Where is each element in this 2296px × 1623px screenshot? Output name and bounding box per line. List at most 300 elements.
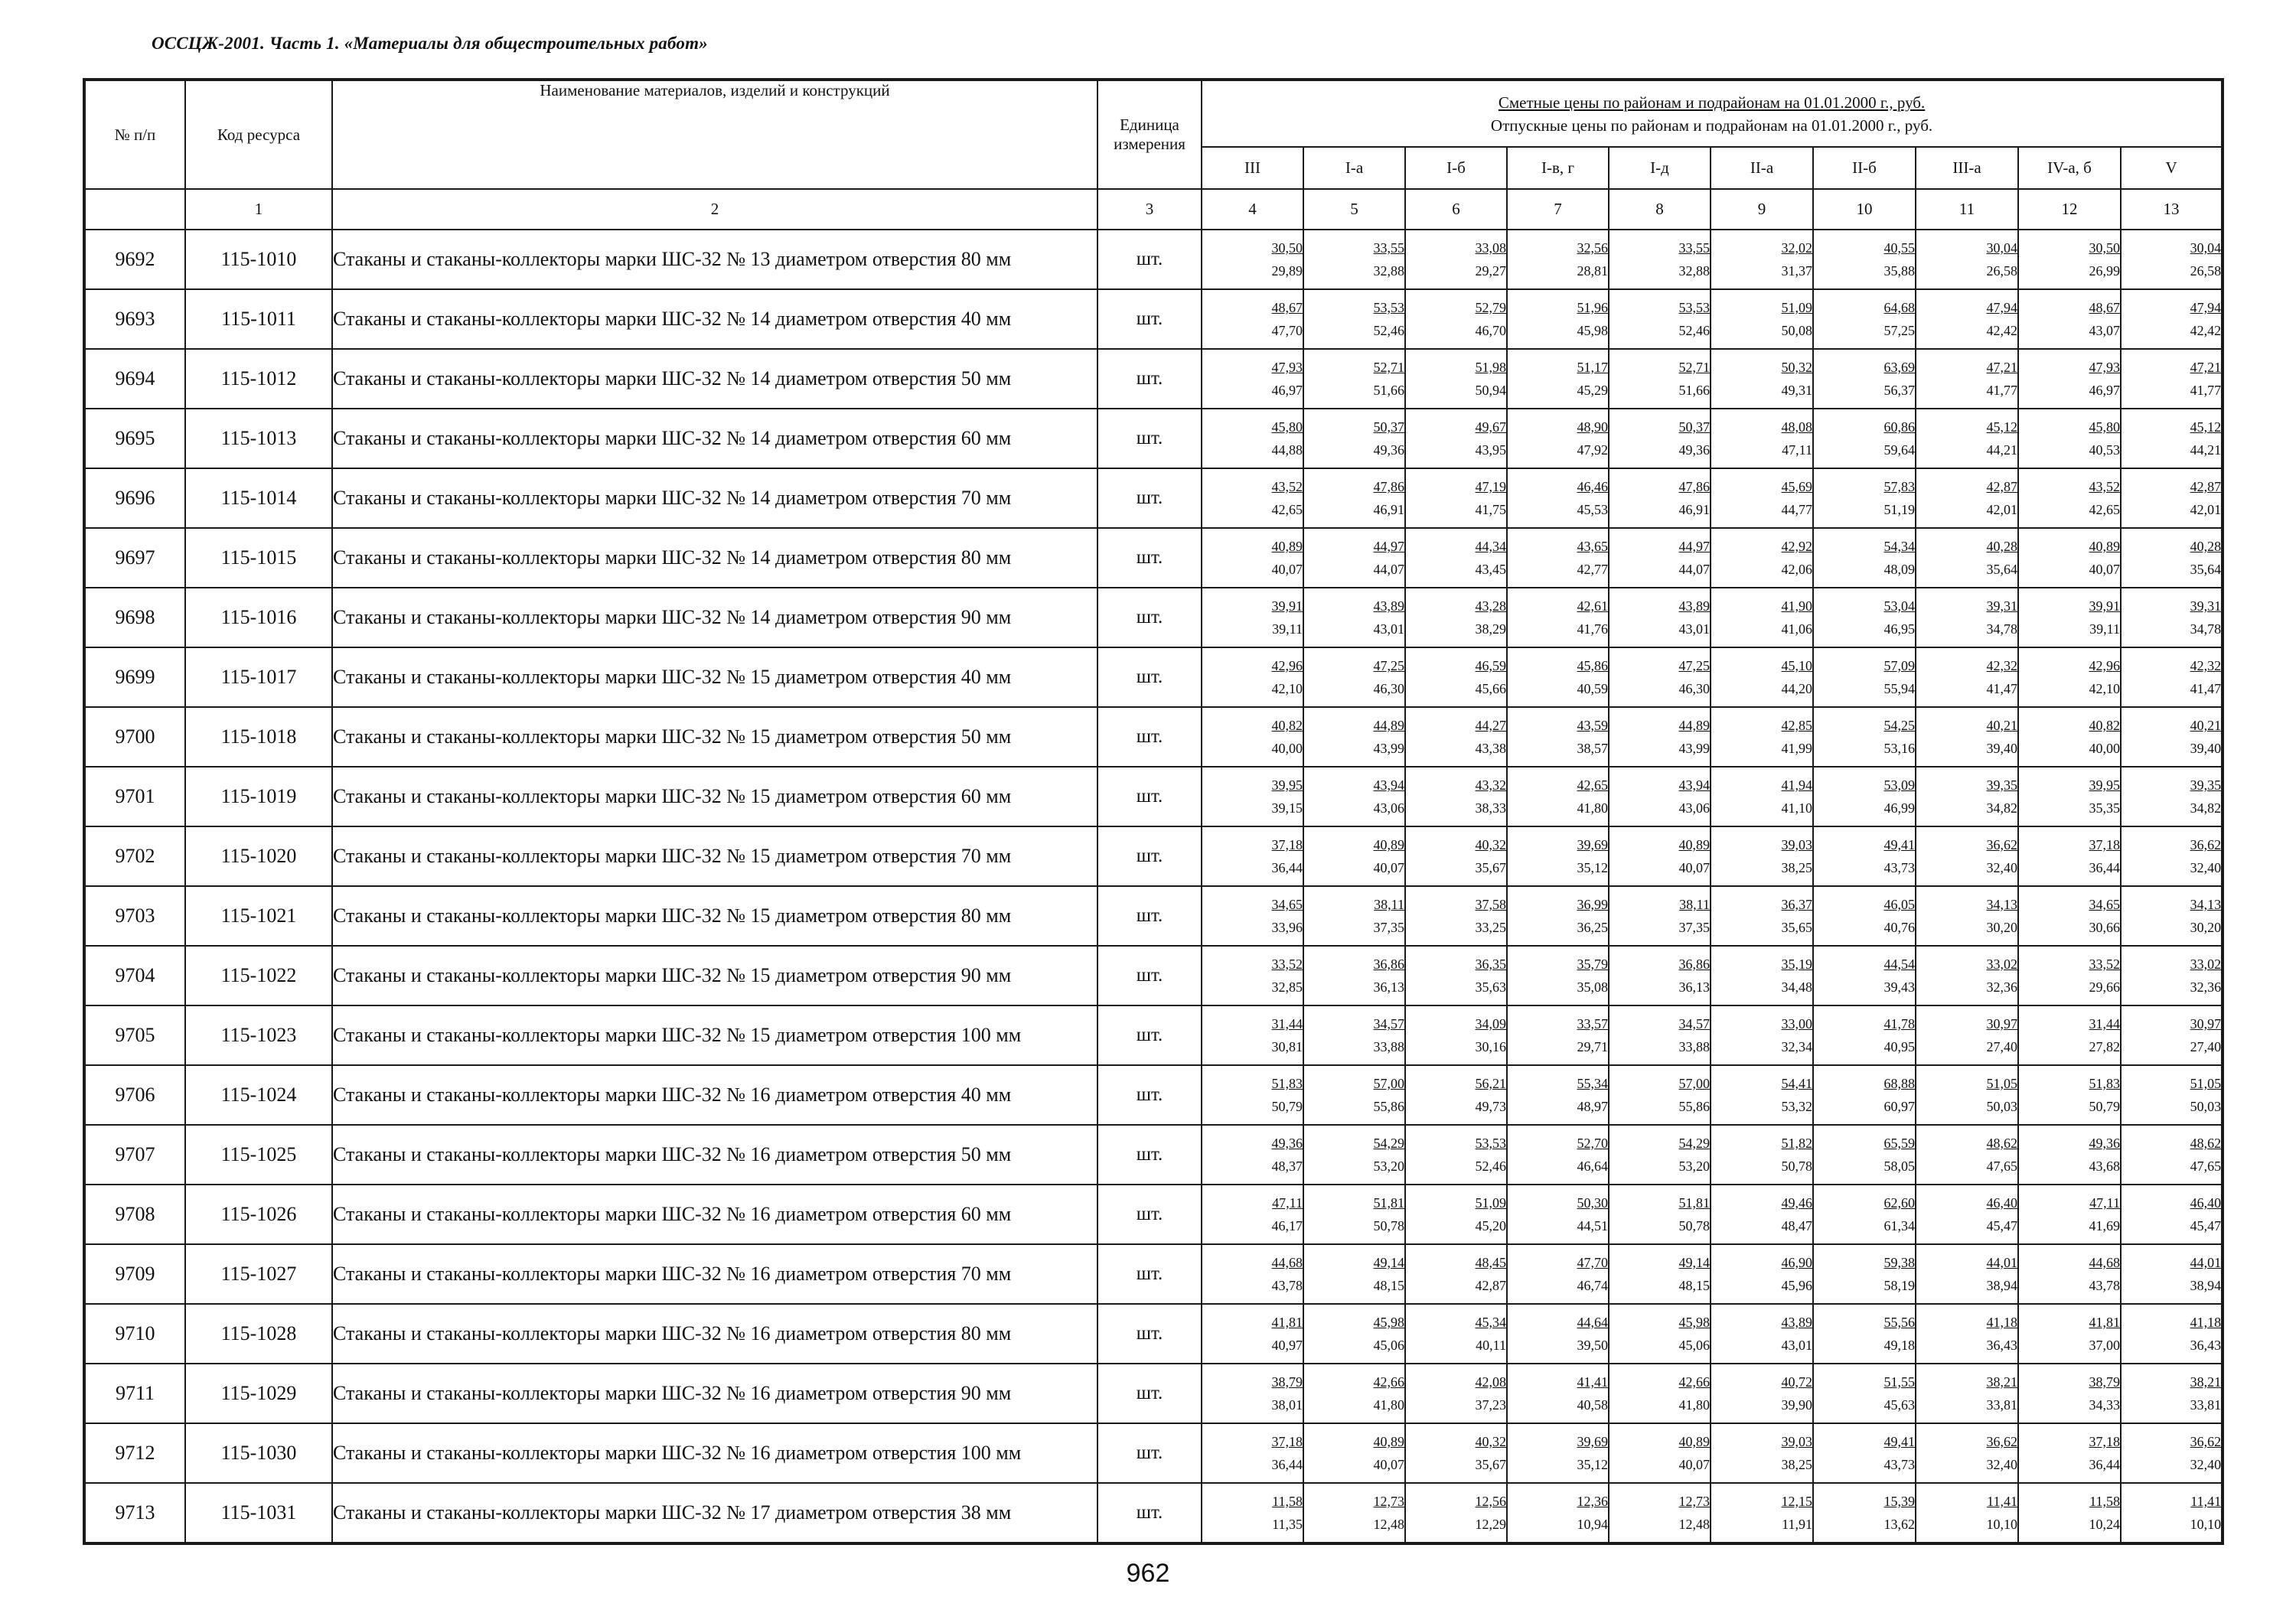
estimate-price: 33,08	[1475, 240, 1506, 256]
price-cell	[1405, 289, 1507, 349]
resource-code: 115-1022	[185, 946, 332, 1005]
row-number: 9697	[84, 528, 185, 588]
price-cell	[1507, 1065, 1609, 1125]
release-price: 50,03	[2190, 1099, 2222, 1114]
release-price: 41,47	[2190, 681, 2222, 696]
estimate-price: 36,86	[1373, 957, 1404, 972]
estimate-price: 53,53	[1373, 300, 1404, 315]
release-price: 43,06	[1678, 800, 1710, 816]
price-cell	[1711, 1185, 1813, 1244]
price-cell	[1507, 767, 1609, 826]
row-number: 9711	[84, 1364, 185, 1423]
release-price: 34,48	[1781, 979, 1812, 995]
row-number: 9709	[84, 1244, 185, 1304]
release-price: 46,91	[1678, 502, 1710, 517]
release-price: 46,95	[1883, 621, 1915, 637]
price-cell	[2018, 1423, 2121, 1483]
estimate-price: 46,46	[1577, 479, 1608, 494]
release-price: 35,12	[1577, 860, 1608, 875]
release-price: 42,87	[1475, 1278, 1506, 1293]
price-cell	[1916, 707, 2018, 767]
column-number: 11	[1916, 189, 2018, 230]
table-row	[84, 230, 2223, 289]
release-price: 26,58	[1986, 263, 2017, 279]
release-price: 35,12	[1577, 1457, 1608, 1472]
estimate-price: 42,96	[2089, 658, 2120, 673]
column-number: 7	[1507, 189, 1609, 230]
estimate-price: 53,04	[1883, 598, 1915, 614]
release-price: 37,35	[1373, 920, 1404, 935]
estimate-price: 41,94	[1781, 777, 1812, 793]
material-name: Стаканы и стаканы-коллекторы марки ШС-32 № 17 диаметром отверстия 38 мм	[332, 1483, 1097, 1543]
price-cell	[1202, 1125, 1303, 1185]
column-number: 8	[1609, 189, 1711, 230]
estimate-price: 41,18	[2190, 1315, 2222, 1330]
price-cell	[1507, 468, 1609, 528]
estimate-price: 49,67	[1475, 419, 1506, 435]
estimate-price: 33,55	[1373, 240, 1404, 256]
release-price: 46,99	[1883, 800, 1915, 816]
price-cell	[1303, 1423, 1405, 1483]
price-cell	[1507, 349, 1609, 409]
release-price: 26,99	[2089, 263, 2120, 279]
release-price: 34,82	[1986, 800, 2017, 816]
release-price: 42,01	[2190, 502, 2222, 517]
material-name: Стаканы и стаканы-коллекторы марки ШС-32 № 16 диаметром отверстия 50 мм	[332, 1125, 1097, 1185]
estimate-price: 30,50	[2089, 240, 2120, 256]
estimate-price: 38,11	[1679, 897, 1710, 912]
release-price: 40,97	[1271, 1338, 1303, 1353]
price-cell	[2121, 230, 2223, 289]
price-cell	[2121, 1125, 2223, 1185]
price-cell	[1303, 826, 1405, 886]
release-price: 46,17	[1271, 1218, 1303, 1234]
estimate-price: 43,89	[1373, 598, 1404, 614]
material-name: Стаканы и стаканы-коллекторы марки ШС-32 № 14 диаметром отверстия 90 мм	[332, 588, 1097, 647]
estimate-price: 54,29	[1678, 1136, 1710, 1151]
price-cell	[1916, 1065, 2018, 1125]
release-price: 32,40	[2190, 1457, 2222, 1472]
estimate-price: 52,71	[1373, 360, 1404, 375]
material-name: Стаканы и стаканы-коллекторы марки ШС-32 № 14 диаметром отверстия 50 мм	[332, 349, 1097, 409]
estimate-price: 51,09	[1475, 1195, 1506, 1211]
price-cell	[1303, 588, 1405, 647]
row-number: 9696	[84, 468, 185, 528]
estimate-price: 43,94	[1373, 777, 1404, 793]
release-price: 53,32	[1781, 1099, 1812, 1114]
estimate-price: 36,86	[1678, 957, 1710, 972]
estimate-price: 12,36	[1577, 1494, 1608, 1509]
release-price: 38,33	[1475, 800, 1506, 816]
estimate-price: 42,66	[1373, 1374, 1404, 1390]
estimate-price: 40,89	[1678, 837, 1710, 852]
release-price: 44,21	[1986, 442, 2017, 458]
unit-cell: шт.	[1097, 1185, 1202, 1244]
price-cell	[1303, 1483, 1405, 1543]
resource-code: 115-1026	[185, 1185, 332, 1244]
price-cell	[1813, 289, 1916, 349]
estimate-price: 11,41	[1987, 1494, 2017, 1509]
estimate-price: 35,79	[1577, 957, 1608, 972]
zone-header: V	[2121, 147, 2223, 189]
estimate-price: 44,68	[2089, 1255, 2120, 1270]
release-price: 43,68	[2089, 1159, 2120, 1174]
price-cell	[1507, 1125, 1609, 1185]
estimate-price: 40,72	[1781, 1374, 1812, 1390]
release-price: 52,46	[1475, 1159, 1506, 1174]
price-cell	[1303, 468, 1405, 528]
price-cell	[1303, 1364, 1405, 1423]
price-cell	[1916, 1185, 2018, 1244]
release-price: 50,08	[1781, 323, 1812, 338]
release-price: 42,10	[1271, 681, 1303, 696]
row-number: 9703	[84, 886, 185, 946]
estimate-price: 31,44	[1271, 1016, 1303, 1031]
release-price: 47,92	[1577, 442, 1608, 458]
release-price: 42,10	[2089, 681, 2120, 696]
price-cell	[1507, 289, 1609, 349]
release-price: 12,48	[1373, 1517, 1404, 1532]
release-price: 29,71	[1577, 1039, 1608, 1054]
release-price: 46,91	[1373, 502, 1404, 517]
estimate-price: 36,62	[2190, 1434, 2222, 1449]
resource-code: 115-1023	[185, 1005, 332, 1065]
price-cell	[1813, 1125, 1916, 1185]
release-price: 35,67	[1475, 1457, 1506, 1472]
row-number: 9710	[84, 1304, 185, 1364]
table-row	[84, 468, 2223, 528]
price-cell	[1507, 528, 1609, 588]
price-cell	[2121, 1423, 2223, 1483]
release-price: 50,78	[1678, 1218, 1710, 1234]
release-price: 50,79	[2089, 1099, 2120, 1114]
row-number: 9708	[84, 1185, 185, 1244]
material-name: Стаканы и стаканы-коллекторы марки ШС-32 № 15 диаметром отверстия 40 мм	[332, 647, 1097, 707]
price-cell	[2121, 1244, 2223, 1304]
release-price: 44,21	[2190, 442, 2222, 458]
price-cell	[1813, 528, 1916, 588]
price-cell	[1405, 946, 1507, 1005]
estimate-price: 40,21	[1986, 718, 2017, 733]
price-cell	[2121, 707, 2223, 767]
estimate-price: 37,18	[2089, 837, 2120, 852]
price-cell	[2018, 528, 2121, 588]
unit-cell: шт.	[1097, 1005, 1202, 1065]
price-cell	[1507, 1483, 1609, 1543]
price-cell	[1609, 1185, 1711, 1244]
material-name: Стаканы и стаканы-коллекторы марки ШС-32 № 16 диаметром отверстия 80 мм	[332, 1304, 1097, 1364]
release-price: 41,76	[1577, 621, 1608, 637]
release-price: 61,34	[1883, 1218, 1915, 1234]
release-price: 53,20	[1373, 1159, 1404, 1174]
estimate-price: 52,71	[1678, 360, 1710, 375]
price-cell	[1303, 1065, 1405, 1125]
unit-cell: шт.	[1097, 230, 1202, 289]
estimate-price: 43,89	[1781, 1315, 1812, 1330]
price-cell	[1405, 1005, 1507, 1065]
estimate-price: 55,34	[1577, 1076, 1608, 1091]
estimate-price: 43,65	[1577, 539, 1608, 554]
table-row	[84, 349, 2223, 409]
release-price: 10,94	[1577, 1517, 1608, 1532]
release-price: 32,88	[1678, 263, 1710, 279]
price-cell	[1813, 468, 1916, 528]
release-price: 35,88	[1883, 263, 1915, 279]
release-price: 41,80	[1678, 1397, 1710, 1413]
price-cell	[1711, 886, 1813, 946]
estimate-price: 40,89	[2089, 539, 2120, 554]
price-cell	[1405, 349, 1507, 409]
price-cell	[1609, 1364, 1711, 1423]
release-price: 48,97	[1577, 1099, 1608, 1114]
release-price: 38,01	[1271, 1397, 1303, 1413]
estimate-price: 49,36	[1271, 1136, 1303, 1151]
estimate-price: 45,98	[1678, 1315, 1710, 1330]
release-price: 32,36	[1986, 979, 2017, 995]
resource-code: 115-1030	[185, 1423, 332, 1483]
zone-header: I-д	[1609, 147, 1711, 189]
estimate-price: 44,54	[1883, 957, 1915, 972]
estimate-price: 39,35	[2190, 777, 2222, 793]
material-name: Стаканы и стаканы-коллекторы марки ШС-32 № 15 диаметром отверстия 100 мм	[332, 1005, 1097, 1065]
price-cell	[1609, 528, 1711, 588]
price-cell	[2018, 588, 2121, 647]
price-cell	[1813, 707, 1916, 767]
release-price: 29,27	[1475, 263, 1506, 279]
estimate-price: 47,93	[2089, 360, 2120, 375]
estimate-price: 42,96	[1271, 658, 1303, 673]
estimate-price: 34,65	[2089, 897, 2120, 912]
price-cell	[1813, 826, 1916, 886]
estimate-price: 51,05	[2190, 1076, 2222, 1091]
price-cell	[2121, 826, 2223, 886]
price-cell	[1303, 1304, 1405, 1364]
price-cell	[2121, 588, 2223, 647]
estimate-price: 53,53	[1678, 300, 1710, 315]
estimate-price: 44,89	[1373, 718, 1404, 733]
release-price: 32,88	[1373, 263, 1404, 279]
release-price: 43,78	[1271, 1278, 1303, 1293]
price-cell	[2121, 1304, 2223, 1364]
price-cell	[1609, 647, 1711, 707]
release-price: 44,88	[1271, 442, 1303, 458]
material-name: Стаканы и стаканы-коллекторы марки ШС-32 № 15 диаметром отверстия 60 мм	[332, 767, 1097, 826]
price-cell	[1711, 468, 1813, 528]
release-price: 38,94	[2190, 1278, 2222, 1293]
release-price: 48,09	[1883, 562, 1915, 577]
release-price: 45,53	[1577, 502, 1608, 517]
release-price: 46,97	[2089, 383, 2120, 398]
estimate-price: 50,37	[1373, 419, 1404, 435]
table-row	[84, 1244, 2223, 1304]
release-price: 44,77	[1781, 502, 1812, 517]
col-head-name: Наименование материалов, изделий и конструкций	[332, 80, 1097, 189]
release-price: 38,25	[1781, 1457, 1812, 1472]
release-price: 43,99	[1678, 741, 1710, 756]
estimate-price: 49,14	[1678, 1255, 1710, 1270]
price-cell	[1507, 409, 1609, 468]
zone-header: II-а	[1711, 147, 1813, 189]
resource-code: 115-1014	[185, 468, 332, 528]
estimate-price: 12,15	[1781, 1494, 1812, 1509]
release-price: 49,31	[1781, 383, 1812, 398]
price-cell	[1303, 767, 1405, 826]
release-price: 45,98	[1577, 323, 1608, 338]
estimate-price: 51,83	[1271, 1076, 1303, 1091]
price-cell	[1507, 1244, 1609, 1304]
estimate-price: 39,31	[1986, 598, 2017, 614]
price-cell	[1405, 1244, 1507, 1304]
estimate-price: 41,81	[1271, 1315, 1303, 1330]
column-number: 5	[1303, 189, 1405, 230]
release-price: 27,82	[2089, 1039, 2120, 1054]
release-price: 34,33	[2089, 1397, 2120, 1413]
release-price: 48,15	[1678, 1278, 1710, 1293]
price-cell	[2121, 1005, 2223, 1065]
estimate-price: 49,41	[1883, 837, 1915, 852]
price-cell	[1405, 767, 1507, 826]
resource-code: 115-1019	[185, 767, 332, 826]
estimate-price: 45,86	[1577, 658, 1608, 673]
release-price: 33,81	[2190, 1397, 2222, 1413]
release-price: 49,36	[1678, 442, 1710, 458]
unit-cell: шт.	[1097, 707, 1202, 767]
estimate-price: 49,36	[2089, 1136, 2120, 1151]
resource-code: 115-1015	[185, 528, 332, 588]
row-number: 9712	[84, 1423, 185, 1483]
release-price: 39,40	[1986, 741, 2017, 756]
estimate-price: 50,37	[1678, 419, 1710, 435]
price-cell	[1202, 707, 1303, 767]
estimate-price: 45,80	[2089, 419, 2120, 435]
price-cell	[1303, 528, 1405, 588]
estimate-price: 43,52	[1271, 479, 1303, 494]
price-cell	[1405, 1185, 1507, 1244]
price-cell	[1711, 1304, 1813, 1364]
release-price: 41,80	[1577, 800, 1608, 816]
price-cell	[1711, 1483, 1813, 1543]
price-cell	[1202, 1065, 1303, 1125]
price-cell	[1202, 826, 1303, 886]
price-cell	[1303, 707, 1405, 767]
release-price: 28,81	[1577, 263, 1608, 279]
estimate-price: 44,34	[1475, 539, 1506, 554]
table-body	[84, 230, 2223, 1543]
price-cell	[1202, 588, 1303, 647]
release-price: 12,29	[1475, 1517, 1506, 1532]
estimate-price: 40,82	[1271, 718, 1303, 733]
row-number: 9698	[84, 588, 185, 647]
price-cell	[1916, 1483, 2018, 1543]
estimate-price: 51,96	[1577, 300, 1608, 315]
price-cell	[1303, 1125, 1405, 1185]
estimate-price: 37,58	[1475, 897, 1506, 912]
unit-cell: шт.	[1097, 1364, 1202, 1423]
estimate-price: 44,01	[1986, 1255, 2017, 1270]
estimate-price: 54,29	[1373, 1136, 1404, 1151]
price-cell	[1916, 1304, 2018, 1364]
price-cell	[1202, 230, 1303, 289]
estimate-price: 44,27	[1475, 718, 1506, 733]
price-cell	[1916, 647, 2018, 707]
release-price: 37,35	[1678, 920, 1710, 935]
price-cell	[1711, 767, 1813, 826]
estimate-price: 50,30	[1577, 1195, 1608, 1211]
table-row	[84, 528, 2223, 588]
row-number: 9713	[84, 1483, 185, 1543]
estimate-price: 59,38	[1883, 1255, 1915, 1270]
material-name: Стаканы и стаканы-коллекторы марки ШС-32 № 15 диаметром отверстия 70 мм	[332, 826, 1097, 886]
estimate-price: 38,79	[2089, 1374, 2120, 1390]
release-price: 41,75	[1475, 502, 1506, 517]
estimate-price: 47,70	[1577, 1255, 1608, 1270]
release-price: 44,07	[1678, 562, 1710, 577]
estimate-price: 48,62	[1986, 1136, 2017, 1151]
release-price: 48,37	[1271, 1159, 1303, 1174]
release-price: 30,20	[2190, 920, 2222, 935]
estimate-price: 43,94	[1678, 777, 1710, 793]
estimate-price: 32,02	[1781, 240, 1812, 256]
estimate-price: 47,86	[1678, 479, 1710, 494]
release-price: 39,40	[2190, 741, 2222, 756]
row-number: 9699	[84, 647, 185, 707]
release-price: 10,24	[2089, 1517, 2120, 1532]
price-cell	[1813, 767, 1916, 826]
price-cell	[2018, 230, 2121, 289]
price-cell	[1202, 1483, 1303, 1543]
col-head-unit: Единица измерения	[1097, 80, 1202, 189]
release-price: 32,85	[1271, 979, 1303, 995]
release-price: 41,99	[1781, 741, 1812, 756]
table-row	[84, 1185, 2223, 1244]
unit-cell: шт.	[1097, 1125, 1202, 1185]
estimate-price: 42,32	[1986, 658, 2017, 673]
estimate-price: 34,57	[1678, 1016, 1710, 1031]
estimate-price: 48,62	[2190, 1136, 2222, 1151]
resource-code: 115-1024	[185, 1065, 332, 1125]
price-cell	[1609, 767, 1711, 826]
release-price: 42,65	[2089, 502, 2120, 517]
price-cell	[2121, 349, 2223, 409]
table-row	[84, 1304, 2223, 1364]
release-price: 36,43	[1986, 1338, 2017, 1353]
column-number: 4	[1202, 189, 1303, 230]
price-cell	[1303, 886, 1405, 946]
zone-header: IV-а, б	[2018, 147, 2121, 189]
release-price: 36,44	[2089, 860, 2120, 875]
estimate-price: 48,90	[1577, 419, 1608, 435]
price-cell	[1609, 1005, 1711, 1065]
estimate-price: 30,04	[2190, 240, 2222, 256]
release-price: 47,70	[1271, 323, 1303, 338]
unit-cell: шт.	[1097, 886, 1202, 946]
table-row	[84, 289, 2223, 349]
estimate-price: 42,32	[2190, 658, 2222, 673]
release-price: 50,78	[1781, 1159, 1812, 1174]
estimate-price: 43,59	[1577, 718, 1608, 733]
release-price: 44,07	[1373, 562, 1404, 577]
release-price: 49,18	[1883, 1338, 1915, 1353]
price-cell	[1405, 1065, 1507, 1125]
release-price: 45,29	[1577, 383, 1608, 398]
price-cell	[1609, 707, 1711, 767]
release-price: 39,50	[1577, 1338, 1608, 1353]
price-cell	[1609, 1065, 1711, 1125]
estimate-price: 47,19	[1475, 479, 1506, 494]
estimate-price: 39,69	[1577, 1434, 1608, 1449]
unit-cell: шт.	[1097, 409, 1202, 468]
release-price: 29,89	[1271, 263, 1303, 279]
